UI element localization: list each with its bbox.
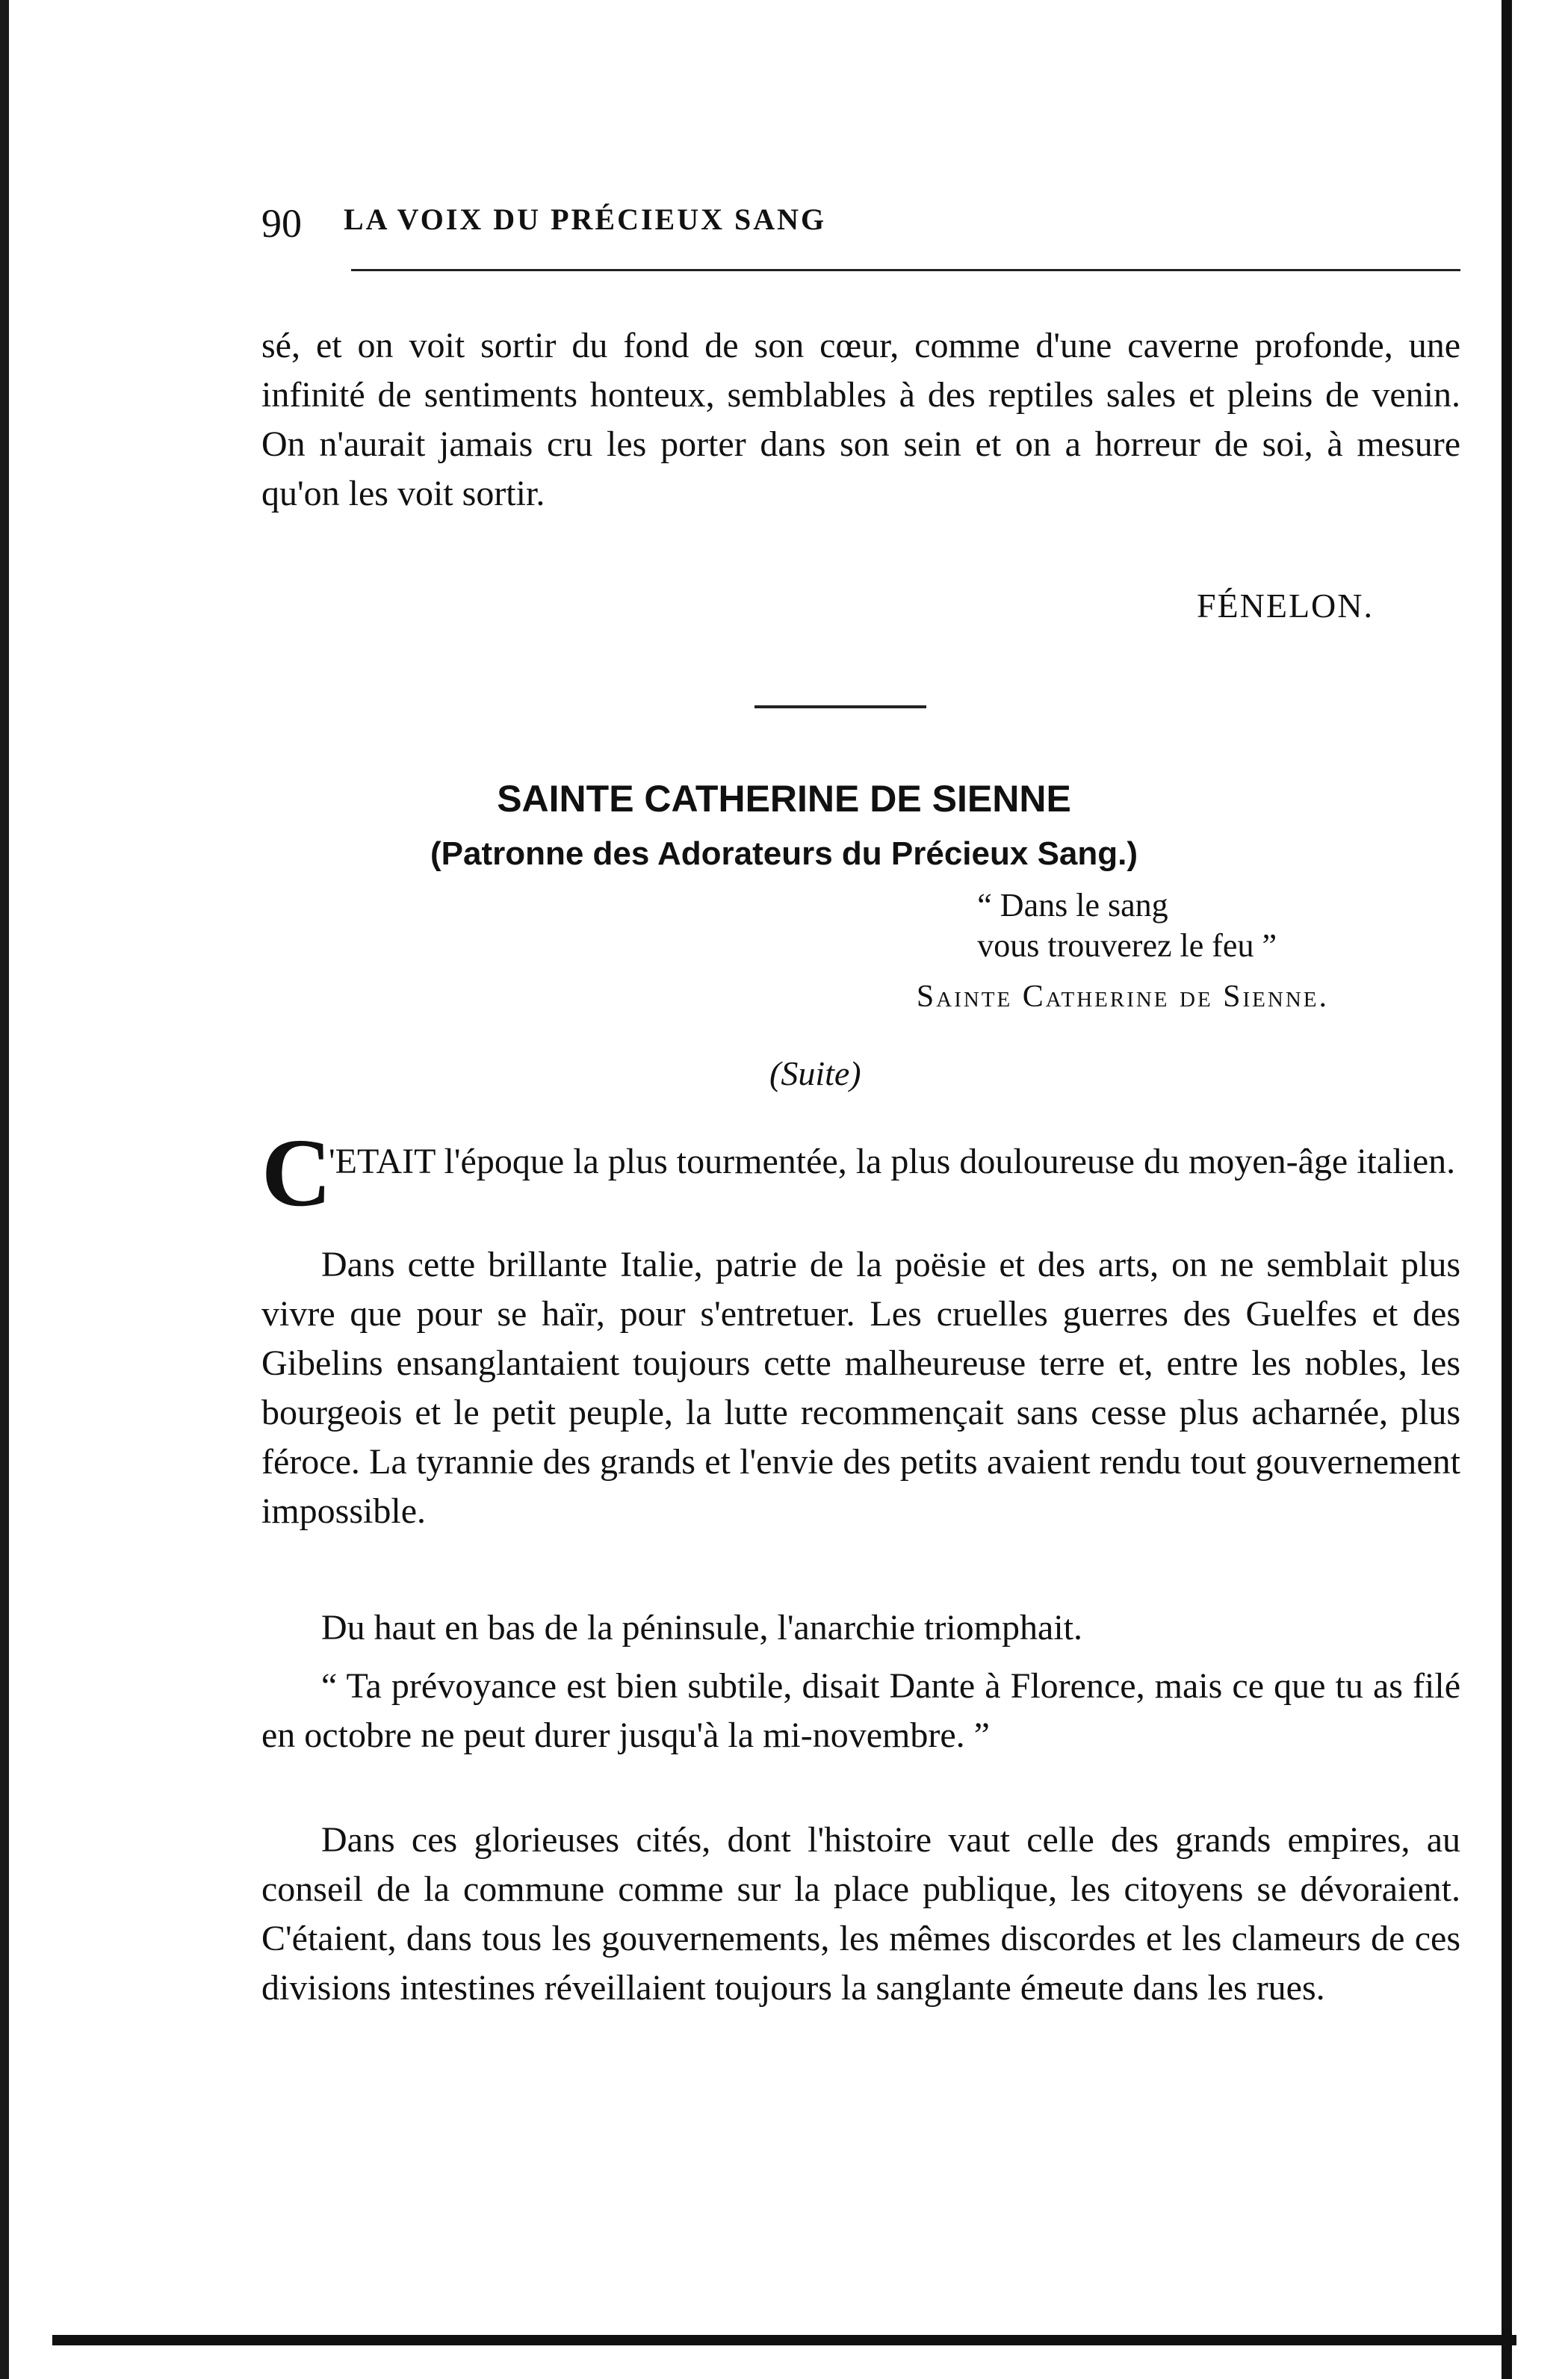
scan-edge-bottom xyxy=(52,2335,1516,2345)
paragraph-3: Du haut en bas de la péninsule, l'anarchie triomphait. xyxy=(321,1608,1082,1648)
epigraph xyxy=(977,885,1277,966)
fenelon-signature: FÉNELON. xyxy=(1196,587,1374,625)
header-rule xyxy=(351,269,1460,271)
scan-edge-left xyxy=(0,0,9,2379)
continued-label: (Suite) xyxy=(769,1054,861,1092)
paragraph-5: Dans ces glorieuses cités, dont l'histoire vaut celle des grands empires, au conseil de la commune comme sur la place publique, les citoyens se dévoraient. C'étaient, dans tous les gouvernements, les mêmes discordes et les clameurs de ces divisions intestines réveillaient toujours la sanglante émeute dans les rues. xyxy=(261,1820,1460,2008)
section-divider xyxy=(754,705,926,708)
paragraph-4: “ Ta prévoyance est bien subtile, disait Dante à Florence, mais ce que tu as filé en octobre ne peut durer jusqu'à la mi-novembre. ” xyxy=(261,1666,1460,1755)
running-title: LA VOIX DU PRÉCIEUX SANG xyxy=(344,202,827,236)
epigraph-line-2: vous trouverez le feu ” xyxy=(977,927,1277,964)
paragraph-2: Dans cette brillante Italie, patrie de la poësie et des arts, on ne semblait plus vivre que pour se haïr, pour s'entretuer. Les cruelles guerres des Guelfes et des Gibelins ensanglantaient toujours cette malheureuse terre et, entre les nobles, les bourgeois et le petit peuple, la lutte recommençait sans cesse plus acharnée, plus féroce. La tyrannie des grands et l'envie des petits avaient rendu tout gouvernement impossible. xyxy=(261,1245,1460,1531)
paragraph-1: 'ETAIT l'époque la plus tourmentée, la plus douloureuse du moyen-âge italien. xyxy=(329,1142,1456,1181)
article-title: SAINTE CATHERINE DE SIENNE xyxy=(497,778,1071,820)
page-number: 90 xyxy=(261,201,302,246)
epigraph-line-1: “ Dans le sang xyxy=(977,887,1168,924)
scan-edge-right xyxy=(1502,0,1512,2379)
fenelon-passage: sé, et on voit sortir du fond de son cœur, comme d'une caverne profonde, une infinité de sentiments honteux, semblables à des reptiles sales et pleins de venin. On n'aurait jamais cru les porter dans son sein et on a horreur de soi, à mesure qu'on les voit sortir. xyxy=(261,326,1460,513)
drop-cap: C xyxy=(261,1119,332,1227)
article-subtitle: (Patronne des Adorateurs du Précieux Sang.) xyxy=(430,835,1138,872)
epigraph-source: Sainte Catherine de Sienne. xyxy=(916,980,1329,1014)
